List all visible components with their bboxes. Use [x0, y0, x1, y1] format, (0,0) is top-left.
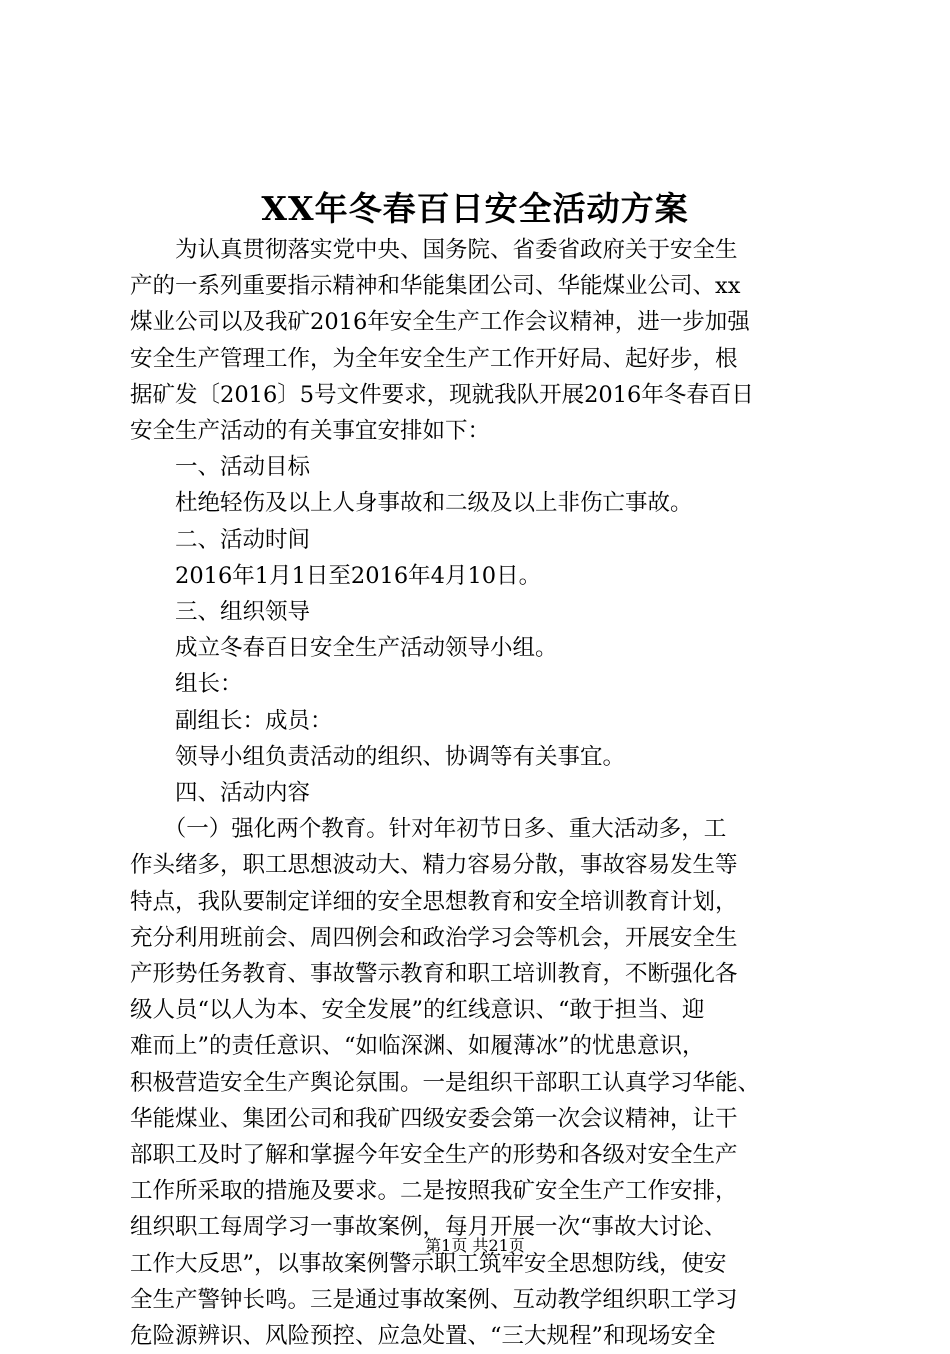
- text-line: 工作大反思”，以事故案例警示职工筑牢安全思想防线，使安: [130, 1250, 727, 1277]
- text-line: 作头绪多，职工思想波动大、精力容易分散，事故容易发生等: [130, 852, 738, 879]
- text-line: 产的一系列重要指示精神和华能集团公司、华能煤业公司、xx: [130, 273, 741, 300]
- text-line: 积极营造安全生产舆论氛围。一是组织干部职工认真学习华能、: [130, 1069, 761, 1096]
- page-number: 第1页 共21页: [425, 1236, 525, 1255]
- document-title: XX年冬春百日安全活动方案: [261, 189, 689, 228]
- text-line: 华能煤业、集团公司和我矿四级安委会第一次会议精神，让干: [130, 1105, 738, 1132]
- section-heading: 二、活动时间: [130, 526, 311, 553]
- text-line: 部职工及时了解和掌握今年安全生产的形势和各级对安全生产: [130, 1142, 738, 1169]
- section-heading: 四、活动内容: [130, 780, 311, 807]
- text-line: 组织职工每周学习一事故案例，每月开展一次“事故大讨论、: [130, 1214, 727, 1241]
- text-line: 安全生产活动的有关事宜安排如下：: [130, 418, 491, 445]
- text-line: 领导小组负责活动的组织、协调等有关事宜。: [130, 743, 626, 770]
- text-line: 安全生产管理工作，为全年安全生产工作开好局、起好步，根: [130, 345, 738, 372]
- text-line: 为认真贯彻落实党中央、国务院、省委省政府关于安全生: [130, 237, 738, 263]
- text-line: 杜绝轻伤及以上人身事故和二级及以上非伤亡事故。: [130, 490, 693, 517]
- text-line: 全生产警钟长鸣。三是通过事故案例、互动教学组织职工学习: [130, 1286, 738, 1313]
- section-heading: 一、活动目标: [130, 454, 311, 481]
- text-line: 充分利用班前会、周四例会和政治学习会等机会，开展安全生: [130, 924, 738, 951]
- text-line: 成立冬春百日安全生产活动领导小组。: [130, 635, 558, 662]
- text-line: 难而上”的责任意识、“如临深渊、如履薄冰”的忧患意识，: [130, 1033, 705, 1060]
- text-line: 组长：: [130, 671, 243, 698]
- document-body: [130, 232, 830, 1354]
- text-line: 特点，我队要制定详细的安全思想教育和安全培训教育计划，: [130, 888, 738, 915]
- text-line: 工作所采取的措施及要求。二是按照我矿安全生产工作安排，: [130, 1178, 738, 1205]
- text-line: 产形势任务教育、事故警示教育和职工培训教育，不断强化各: [130, 961, 738, 988]
- text-line: 煤业公司以及我矿2016年安全生产工作会议精神，进一步加强: [130, 309, 750, 336]
- text-line: 据矿发〔2016〕5号文件要求，现就我队开展2016年冬春百日: [130, 381, 754, 408]
- text-line: 2016年1月1日至2016年4月10日。: [130, 562, 542, 589]
- text-line: 危险源辨识、风险预控、应急处置、“三大规程”和现场安全: [130, 1323, 716, 1350]
- text-line: 级人员“以人为本、安全发展”的红线意识、“敢于担当、迎: [130, 997, 705, 1024]
- text-line: （一）强化两个教育。针对年初节日多、重大活动多，工: [130, 816, 727, 843]
- section-heading: 三、组织领导: [130, 599, 311, 626]
- text-line: 副组长：成员：: [130, 707, 333, 734]
